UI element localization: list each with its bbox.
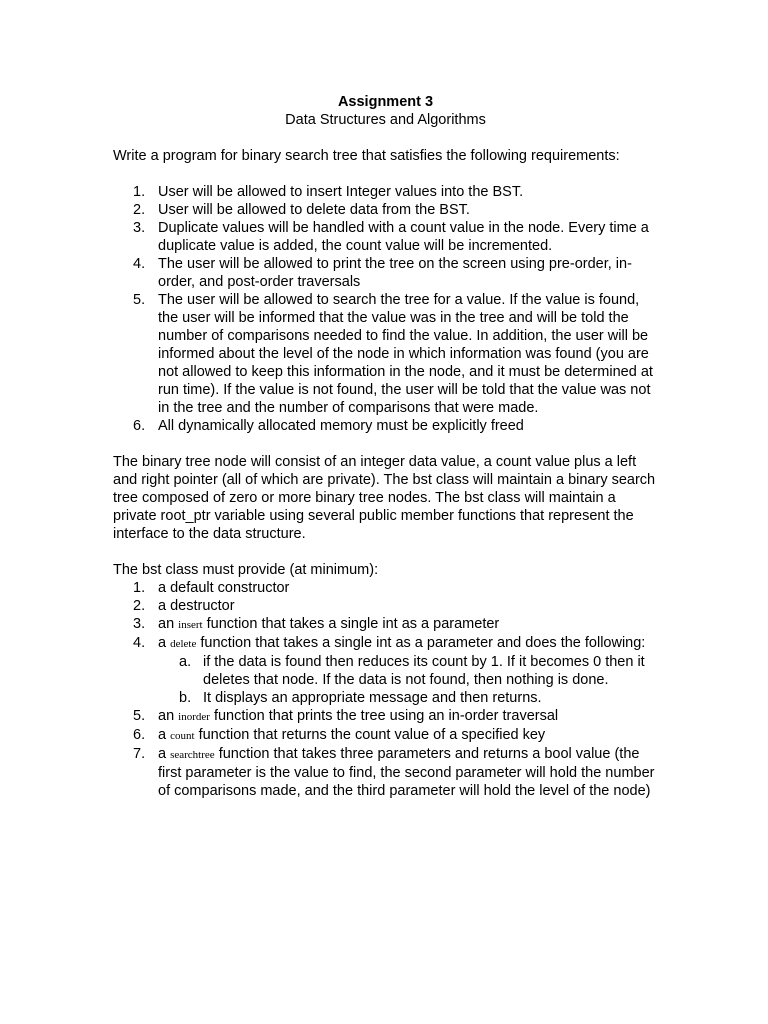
list-item [113, 219, 658, 255]
list-item [113, 615, 658, 634]
list-item [113, 255, 658, 291]
document-subtitle: Data Structures and Algorithms [285, 112, 486, 128]
list-number: 3. [133, 220, 146, 236]
list-item-prefix: an [158, 616, 179, 632]
list-number: 4. [133, 635, 146, 651]
list-item-text: function that takes a single int as a parameter and does the following: [196, 635, 646, 651]
list-item [113, 417, 658, 435]
list-number: 2. [133, 202, 146, 218]
sublist-item [158, 653, 658, 689]
list-item-text: User will be allowed to delete data from the BST. [158, 202, 470, 218]
list-item-text: function that returns the count value of a specified key [194, 727, 546, 743]
list-item-text: function that prints the tree using an in-order traversal [209, 708, 559, 724]
list-item [113, 726, 658, 745]
list-number: 2. [133, 598, 146, 614]
spacer [113, 165, 658, 183]
list-number: 7. [133, 746, 146, 762]
sublist-letter: b. [179, 690, 192, 706]
list-number: 5. [133, 292, 146, 308]
function-name: count [170, 730, 195, 742]
list-item-text: User will be allowed to insert Integer values into the BST. [158, 184, 524, 200]
list-item-prefix: a [158, 635, 171, 651]
list-item [113, 183, 658, 201]
list-number: 5. [133, 708, 146, 724]
list-item-text: The user will be allowed to search the tree for a value. If the value is found, the user will be informed that the value was in the tree and will be told the number of comparisons needed to find the value. In addition, the user will be informed about the level of the node in which information was found (you are not allowed to keep this information in the node, and it must be determined at run time). If the value is not found, the user will be told that the value was not in the tree and the number of comparisons that were made. [158, 292, 653, 416]
list-item-prefix: an [158, 708, 179, 724]
list-item-text: a default constructor [158, 580, 290, 596]
list-item-text: The user will be allowed to print the tree on the screen using pre-order, in-order, and post-order traversals [158, 256, 632, 290]
list-item [113, 634, 658, 707]
list-item [113, 201, 658, 219]
function-name: delete [170, 638, 197, 650]
function-name: inorder [178, 711, 210, 723]
sublist-letter: a. [179, 654, 192, 670]
function-name: searchtree [170, 749, 215, 761]
function-name: insert [178, 619, 203, 631]
list-item-text: function that takes a single int as a parameter [202, 616, 500, 632]
sublist-item-text: if the data is found then reduces its count by 1. If it becomes 0 then it deletes that node. If the data is not found, then nothing is done. [203, 654, 645, 688]
sublist-item [158, 689, 658, 707]
list-number: 1. [133, 580, 146, 596]
intro-paragraph: Write a program for binary search tree that satisfies the following requirements: [113, 148, 620, 164]
document-title: Assignment 3 [337, 94, 434, 110]
list-item [113, 579, 658, 597]
list-number: 3. [133, 616, 146, 632]
sublist-item-text: It displays an appropriate message and then returns. [203, 690, 542, 706]
list-number: 4. [133, 256, 146, 272]
bst-intro-paragraph: The bst class must provide (at minimum): [113, 562, 379, 578]
list-item-text: a destructor [158, 598, 235, 614]
list-item [113, 707, 658, 726]
delete-sublist [158, 653, 658, 707]
list-item-prefix: a [158, 727, 171, 743]
list-number: 6. [133, 418, 146, 434]
bst-requirements-list [113, 579, 658, 800]
list-number: 1. [133, 184, 146, 200]
requirements-list [113, 183, 658, 435]
list-number: 6. [133, 727, 146, 743]
list-item-text: All dynamically allocated memory must be explicitly freed [158, 418, 524, 434]
spacer [113, 543, 658, 561]
list-item [113, 745, 658, 800]
spacer [113, 129, 658, 147]
list-item [113, 291, 658, 417]
list-item-text: function that takes three parameters and returns a bool value (the first parameter is the value to find, the second parameter will hold the number of comparisons made, and the third parameter will hold the level of the node) [158, 746, 655, 799]
node-paragraph: The binary tree node will consist of an integer data value, a count value plus a left and right pointer (all of which are private). The bst class will maintain a binary search tree composed of zero or more binary tree nodes. The bst class will maintain a private root_ptr variable using several public member functions that represent the interface to the data structure. [113, 454, 656, 542]
spacer [113, 435, 658, 453]
document-page [113, 93, 658, 800]
list-item-text: Duplicate values will be handled with a count value in the node. Every time a duplicate value is added, the count value will be incremented. [158, 220, 649, 254]
list-item [113, 597, 658, 615]
list-item-prefix: a [158, 746, 171, 762]
